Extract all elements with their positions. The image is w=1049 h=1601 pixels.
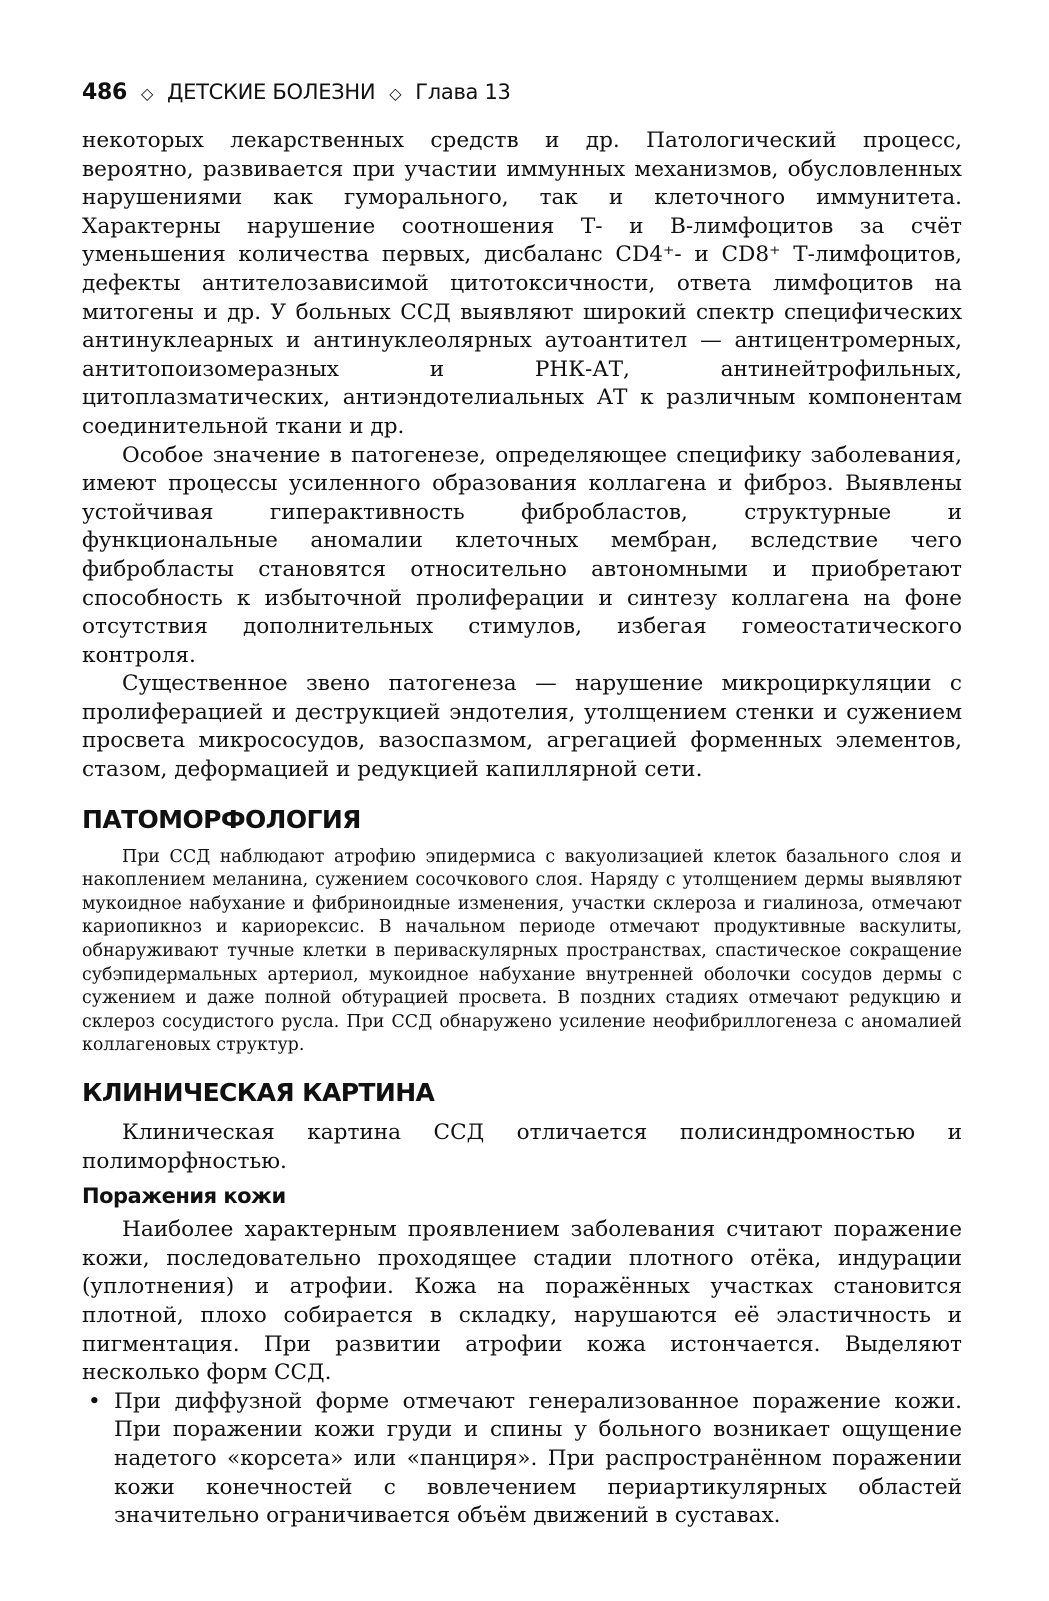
section-heading-pathomorphology: ПАТОМОРФОЛОГИЯ — [82, 804, 361, 834]
body-paragraph: Существенное звено патогенеза — нарушение микроциркуляции с пролиферацией и деструкцией эндотелия, утолщением стенки и сужением просвета микрососудов, вазоспазмом, агрегацией форменных элементов, стазом, деформацией и редукцией капиллярной сети. — [82, 671, 962, 783]
book-title: ДЕТСКИЕ БОЛЕЗНИ — [167, 80, 376, 104]
body-paragraph: Клиническая картина ССД отличается полисиндромностью и полиморфностью. — [82, 1120, 962, 1174]
book-page — [82, 80, 962, 1531]
section-heading-clinical-picture: КЛИНИЧЕСКАЯ КАРТИНА — [82, 1078, 435, 1107]
small-print-paragraph: При ССД наблюдают атрофию эпидермиса с вакуолизацией клеток базального слоя и накоплением меланина, сужением сосочкового слоя. Наряду с утолщением дермы выявляют мукоидное набухание и фибриноидные изменения, участки склероза и гиалиноза, отмечают кариопикноз и кариорексис. В начальном периоде отмечают продуктивные васкулиты, обнаруживают тучные клетки в периваскулярных пространствах, спастическое сокращение субэпидермальных артериол, мукоидное набухание внутренней оболочки сосудов дермы с сужением и даже полной обтурацией просвета. В поздних стадиях отмечают редукцию и склероз сосудистого русла. При ССД обнаружено усиление неофибриллогенеза с аномалией коллагеновых структур. — [82, 846, 962, 1056]
subsection-heading-skin: Поражения кожи — [82, 1184, 286, 1209]
list-item-text: При диффузной форме отмечают генерализованное поражение кожи. При поражении кожи груди и спины у больного возникает ощущение надетого «корсета» или «панциря». При распространённом поражении кожи конечностей с вовлечением периартикулярных областей значительно ограничивается объём движений в суставах. — [114, 1388, 962, 1529]
diamond-icon: ◇ — [389, 84, 402, 103]
body-paragraph: Наиболее характерным проявлением заболевания считают поражение кожи, последовательно проходящее стадии плотного отёка, индурации (уплотнения) и атрофии. Кожа на поражённых участках становится плотной, плохо собирается в складку, нарушаются её эластичность и пигментация. При развитии атрофии кожа истончается. Выделяют несколько форм ССД. — [82, 1217, 962, 1386]
bullet-icon: • — [88, 1388, 101, 1414]
diamond-icon: ◇ — [141, 84, 154, 103]
page-number: 486 — [82, 80, 128, 105]
body-paragraph: Особое значение в патогенезе, определяющее специфику заболевания, имеют процессы усиленного образования коллагена и фиброз. Выявлены устойчивая гиперактивность фибробластов, структурные и функциональные аномалии клеточных мембран, вследствие чего фибробласты становятся относительно автономными и приобретают способность к избыточной пролиферации и синтезу коллагена на фоне отсутствия дополнительных стимулов, избегая гомеостатического контроля. — [82, 442, 962, 668]
chapter-label: Глава 13 — [415, 80, 511, 104]
list-item — [82, 1388, 962, 1531]
body-paragraph: некоторых лекарственных средств и др. Патологический процесс, вероятно, развивается при участии иммунных механизмов, обусловленных нарушениями как гуморального, так и клеточного иммунитета. Характерны нарушение соотношения Т- и В-лимфоцитов за счёт уменьшения количества первых, дисбаланс CD4⁺- и CD8⁺ Т-лимфоцитов, дефекты антителозависимой цитотоксичности, ответа лимфоцитов на митогены и др. У больных ССД выявляют широкий спектр специфических антинуклеарных и антинуклеолярных аутоантител — антицентромерных, антитопоизомеразных и РНК-АТ, антинейтрофильных, цитоплазматических, антиэндотелиальных АТ к различным компонентам соединительной ткани и др. — [82, 128, 962, 439]
running-header — [82, 80, 962, 105]
